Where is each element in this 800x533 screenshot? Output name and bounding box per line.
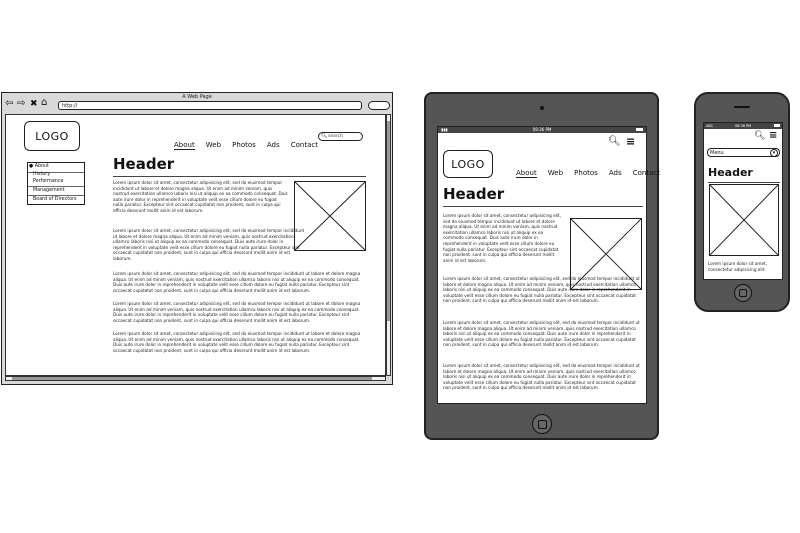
search-icon[interactable]: 🔍︎ bbox=[608, 136, 621, 147]
url-bar[interactable] bbox=[58, 101, 362, 110]
phone-device bbox=[694, 92, 790, 312]
page-header: Header bbox=[708, 166, 753, 179]
menu-label: Menu bbox=[710, 150, 724, 156]
sidebar bbox=[27, 162, 85, 205]
search-icon[interactable]: 🔍︎ bbox=[754, 131, 766, 141]
page-header: Header bbox=[443, 185, 505, 203]
status-time: 08:36 PM bbox=[532, 127, 552, 132]
nav-ads[interactable]: Ads bbox=[608, 169, 622, 177]
nav-contact[interactable]: Contact bbox=[632, 169, 660, 177]
search-icon: 🔍︎ bbox=[321, 133, 328, 139]
paragraph: Lorem ipsum dolor sit amet, consectetur adipisicing elit, sed do eiusmod tempor incididunt ut labore et dolore magna aliqua. Ut enim ad minim veniam, quis nostrud exercitation ullamco laboris nisi ut aliquip ex ea commodo consequat. Duis aute irure dolor in reprehenderit in voluptate velit esse cillum dolore eu fugiat nulla pariatur. Excepteur sint occaecat cupidatat non proident, sunt in culpa qui officia deserunt mollit anim id est laborum. bbox=[443, 320, 640, 348]
nav-ads[interactable]: Ads bbox=[266, 141, 280, 149]
paragraph: Lorem ipsum dolor sit amet, consectetur adipisicing elit, sed do eiusmod tempor incididunt ut labore et dolore magna aliqua. Ut enim ad minim veniam, quis nostrud exercitation ullamco laboris nisi ut aliquip ex ea commodo consequat. Duis aute irure dolor in reprehenderit in voluptate velit esse cillum dolore eu fugiat nulla pariatur. Excepteur sint occaecat cupidatat non proident, sunt in culpa qui officia deserunt mollit anim id est laborum. bbox=[113, 301, 361, 323]
sidebar-item-label: Management bbox=[33, 188, 65, 193]
window-title: A Web Page bbox=[182, 94, 212, 100]
bullet-icon: ● bbox=[29, 164, 34, 169]
status-bar bbox=[438, 127, 646, 133]
browser-nav bbox=[174, 132, 324, 151]
sidebar-item-management[interactable] bbox=[28, 188, 84, 196]
sidebar-item-history[interactable] bbox=[33, 172, 50, 177]
page-search-input[interactable] bbox=[318, 132, 363, 141]
phone-home-button[interactable] bbox=[734, 284, 752, 302]
paragraph: Lorem ipsum dolor sit amet, consectetur adipisicing elit, sed do eiusmod tempor incididunt ut labore et dolore magna aliqua. Ut enim ad minim veniam, quis nostrud exercitation ullamco laboris nisi ut aliquip ex ea commodo consequat. Duis aute irure dolor in reprehenderit in voluptate velit esse cillum dolore eu fugiat nulla pariatur. Excepteur sint occaecat cupidatat non proident, sunt in culpa qui officia deserunt mollit anim id est laborum. bbox=[113, 180, 288, 213]
nav-web[interactable]: Web bbox=[205, 141, 222, 149]
paragraph: Lorem ipsum dolor sit amet, consectetur adipisicing elit, sed do eiusmod tempor incididunt ut labore et dolore magna aliqua. Ut enim ad minim veniam, quis nostrud exercitation ullamco laboris nisi ut aliquip ex ea commodo consequat. Duis aute irure dolor in reprehenderit in voluptate velit esse cillum dolore eu fugiat nulla pariatur. Excepteur sint occaecat cupidatat non proident, sunt in culpa qui officia deserunt mollit anim id est laborum. bbox=[113, 331, 361, 353]
nav-about[interactable]: About bbox=[516, 169, 537, 177]
sidebar-item-label: Performance bbox=[33, 179, 64, 184]
vertical-scrollbar[interactable] bbox=[386, 114, 391, 376]
nav-photos[interactable]: Photos bbox=[574, 169, 598, 177]
tablet-screen bbox=[437, 126, 660, 404]
chevron-down-icon: ▾ bbox=[770, 149, 778, 157]
sidebar-item-label: Board of Directors bbox=[33, 197, 77, 202]
carrier: ABC bbox=[706, 124, 714, 128]
header-underline bbox=[443, 206, 643, 207]
phone-screen bbox=[703, 122, 783, 280]
status-bar bbox=[704, 123, 782, 129]
tablet-device bbox=[424, 92, 659, 440]
paragraph: Lorem ipsum dolor sit amet, consectetur adipisicing elit. bbox=[708, 261, 768, 272]
browser-search-box[interactable] bbox=[368, 101, 390, 110]
header-underline bbox=[113, 176, 366, 177]
paragraph: Lorem ipsum dolor sit amet, consectetur adipisicing elit, sed do eiusmod tempor incididunt ut labore et dolore magna aliqua. Ut enim ad minim veniam, quis nostrud exercitation ullamco laboris nisi ut aliquip ex ea commodo consequat. Duis aute irure dolor in reprehenderit in voluptate velit esse cillum dolore eu fugiat nulla pariatur. Excepteur sint occaecat cupidatat non proident, sunt in culpa qui officia deserunt mollit anim id est laborum. bbox=[113, 228, 305, 261]
logo[interactable]: LOGO bbox=[24, 121, 80, 151]
tablet-home-button[interactable] bbox=[532, 414, 552, 434]
back-arrow-icon[interactable]: ⇦ bbox=[5, 98, 14, 109]
battery-icon bbox=[636, 128, 643, 131]
paragraph: Lorem ipsum dolor sit amet, consectetur adipisicing elit, sed do eiusmod tempor incididunt ut labore et dolore magna aliqua. Ut enim ad minim veniam, quis nostrud exercitation ullamco laboris nisi ut aliquip ex ea commodo consequat. Duis aute irure dolor in reprehenderit in voluptate velit esse cillum dolore eu fugiat nulla pariatur. Excepteur sint occaecat cupidatat non proident, sunt in culpa qui officia deserunt mollit anim id est laborum. bbox=[443, 363, 640, 391]
browser-window bbox=[1, 92, 393, 385]
speaker-icon bbox=[734, 106, 750, 108]
tablet-nav bbox=[516, 160, 666, 179]
sidebar-item-label: History bbox=[33, 172, 51, 177]
forward-arrow-icon[interactable]: ⇨ bbox=[17, 98, 26, 109]
nav-contact[interactable]: Contact bbox=[290, 141, 318, 149]
signal-icon: ▮▮▮ bbox=[441, 127, 448, 132]
url-text: http:// bbox=[62, 103, 78, 109]
status-time: 08:36 PM bbox=[734, 124, 752, 128]
page-header: Header bbox=[113, 155, 175, 173]
page-viewport bbox=[5, 114, 386, 376]
hamburger-menu-icon[interactable]: ≡ bbox=[769, 130, 778, 141]
home-icon[interactable]: ⌂ bbox=[41, 97, 48, 108]
scrollbar-thumb[interactable] bbox=[12, 377, 372, 380]
sidebar-item-label: About bbox=[34, 164, 49, 169]
sidebar-item-board[interactable] bbox=[33, 197, 77, 202]
menu-dropdown[interactable] bbox=[707, 148, 780, 157]
search-placeholder: search bbox=[328, 134, 343, 139]
scrollbar-thumb[interactable] bbox=[387, 121, 390, 321]
nav-web[interactable]: Web bbox=[547, 169, 564, 177]
horizontal-scrollbar[interactable] bbox=[5, 376, 386, 381]
paragraph: Lorem ipsum dolor sit amet, consectetur adipisicing elit, sed do eiusmod tempor incididunt ut labore et dolore magna aliqua. Ut enim ad minim veniam, quis nostrud exercitation ullamco laboris nisi ut aliquip ex ea commodo consequat. Duis aute irure dolor in reprehenderit in voluptate velit esse cillum dolore eu fugiat nulla pariatur. Excepteur sint occaecat cupidatat non proident, sunt in culpa qui officia deserunt mollit anim id est laborum. bbox=[113, 271, 361, 293]
paragraph: Lorem ipsum dolor sit amet, consectetur adipisicing elit, sed do eiusmod tempor incididunt ut labore et dolore magna aliqua. Ut enim ad minim veniam, quis nostrud exercitation ullamco laboris nisi ut aliquip ex ea commodo consequat. Duis aute irure dolor in reprehenderit in voluptate velit esse cillum dolore eu fugiat nulla pariatur. Excepteur sint occaecat cupidatat non proident, sunt in culpa qui officia deserunt mollit anim id est laborum. bbox=[443, 276, 640, 304]
image-placeholder bbox=[709, 184, 779, 256]
logo[interactable]: LOGO bbox=[443, 150, 493, 178]
hamburger-menu-icon[interactable]: ≡ bbox=[626, 135, 636, 148]
close-icon[interactable]: ✖ bbox=[30, 99, 38, 109]
camera-icon bbox=[540, 106, 544, 110]
sidebar-item-performance[interactable] bbox=[28, 179, 84, 187]
nav-photos[interactable]: Photos bbox=[232, 141, 256, 149]
header-underline bbox=[708, 182, 780, 183]
nav-about[interactable]: About bbox=[174, 141, 195, 149]
paragraph: Lorem ipsum dolor sit amet, consectetur adipisicing elit, sed do eiusmod tempor incididunt ut labore et dolore magna aliqua. Ut enim ad minim veniam, quis nostrud exercitation ullamco laboris nisi ut aliquip ex ea commodo consequat. Duis aute irure dolor in reprehenderit in voluptate velit esse cillum dolore eu fugiat nulla pariatur. Excepteur sint occaecat cupidatat non proident, sunt in culpa qui officia deserunt mollit anim id est laborum. bbox=[443, 213, 562, 263]
battery-icon bbox=[774, 124, 780, 127]
